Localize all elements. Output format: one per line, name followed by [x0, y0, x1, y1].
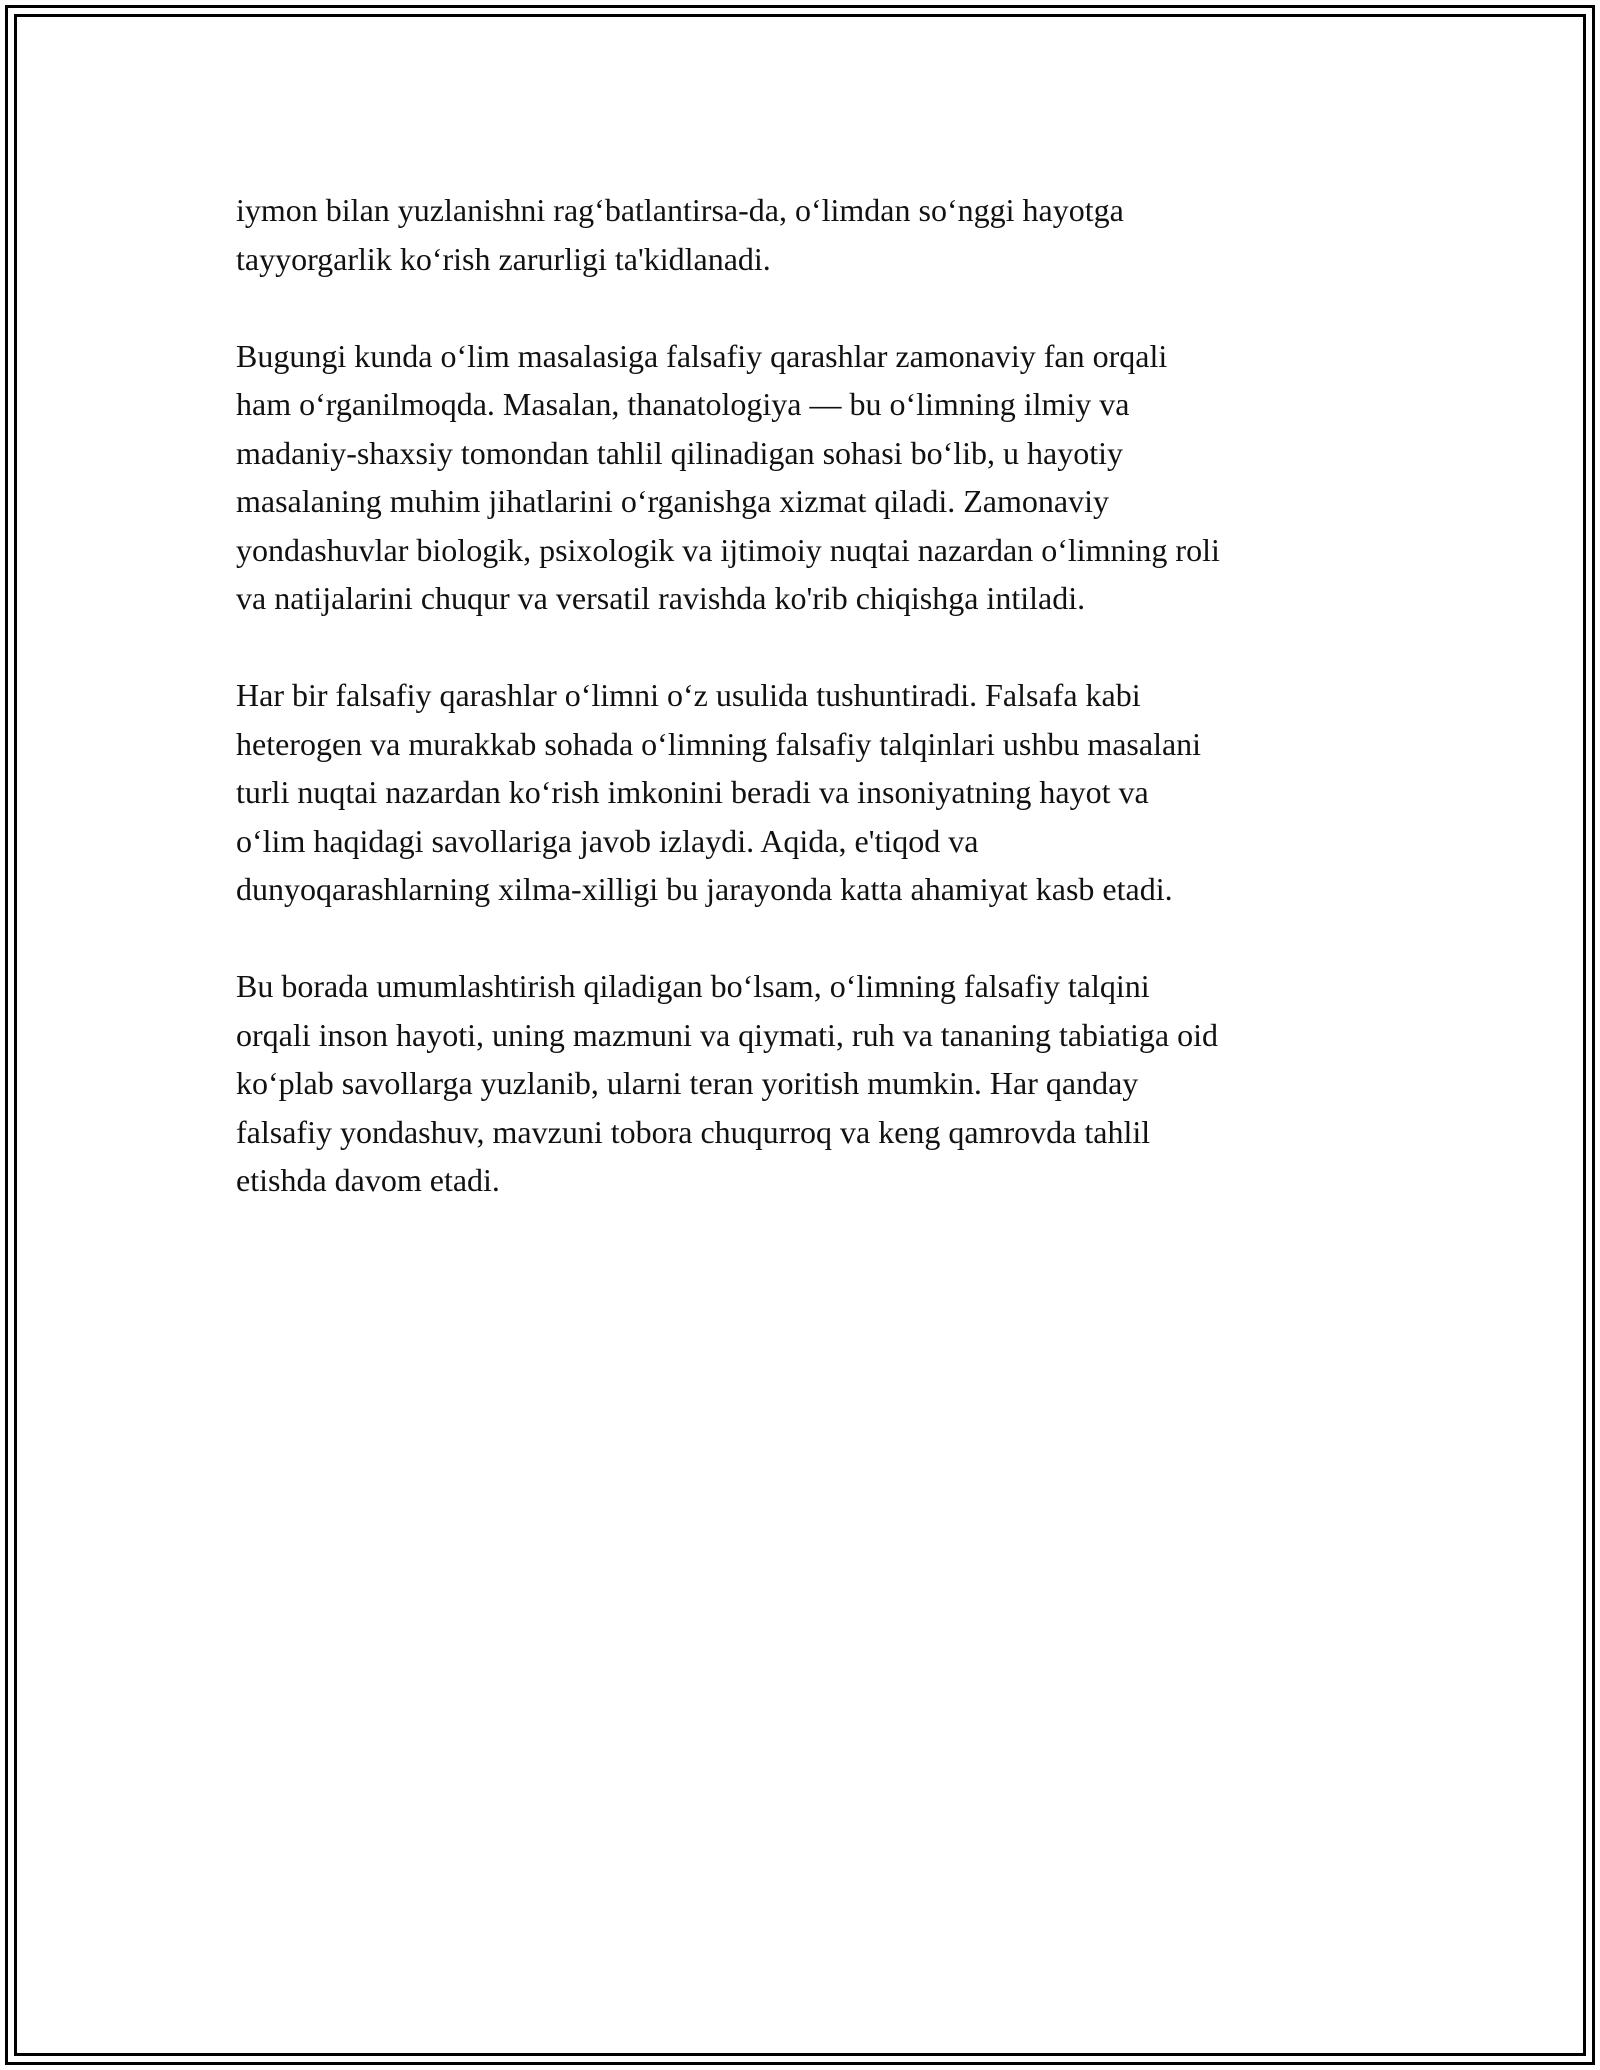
document-body — [236, 186, 1396, 1253]
paragraph-2: Bugungi kunda o‘lim masalasiga falsafiy qarashlar zamonaviy fan orqali ham o‘rganilmoqda. Masalan, thanatologiya — bu o‘limning ilmiy va madaniy-shaxsiy tomondan tahlil qilinadigan sohasi bo‘lib, u hayotiy masalaning muhim jihatlarini o‘rganishga xizmat qiladi. Zamonaviy yondashuvlar biologik, psixologik va ijtimoiy nuqtai nazardan o‘limning roli va natijalarini chuqur va versatil ravishda ko'rib chiqishga intiladi. — [236, 337, 1220, 616]
paragraph-1: iymon bilan yuzlanishni rag‘batlantirsa-da, o‘limdan so‘nggi hayotga tayyorgarlik ko‘rish zarurligi ta'kidlanadi. — [236, 192, 1124, 277]
paragraph-3: Har bir falsafiy qarashlar o‘limni o‘z usulida tushuntiradi. Falsafa kabi heterogen va murakkab sohada o‘limning falsafiy talqinlari ushbu masalani turli nuqtai nazardan ko‘rish imkonini beradi va insoniyatning hayot va o‘lim haqidagi savollariga javob izlaydi. Aqida, e'tiqod va dunyoqarashlarning xilma-xilligi bu jarayonda katta ahamiyat kasb etadi. — [236, 677, 1202, 907]
paragraph-4: Bu borada umumlashtirish qiladigan bo‘lsam, o‘limning falsafiy talqini orqali inson hayoti, uning mazmuni va qiymati, ruh va tananing tabiatiga oid ko‘plab savollarga yuzlanib, ularni teran yoritish mumkin. Har qanday falsafiy yondashuv, mavzuni tobora chuqurroq va keng qamrovda tahlil etishda davom etadi. — [236, 968, 1219, 1198]
